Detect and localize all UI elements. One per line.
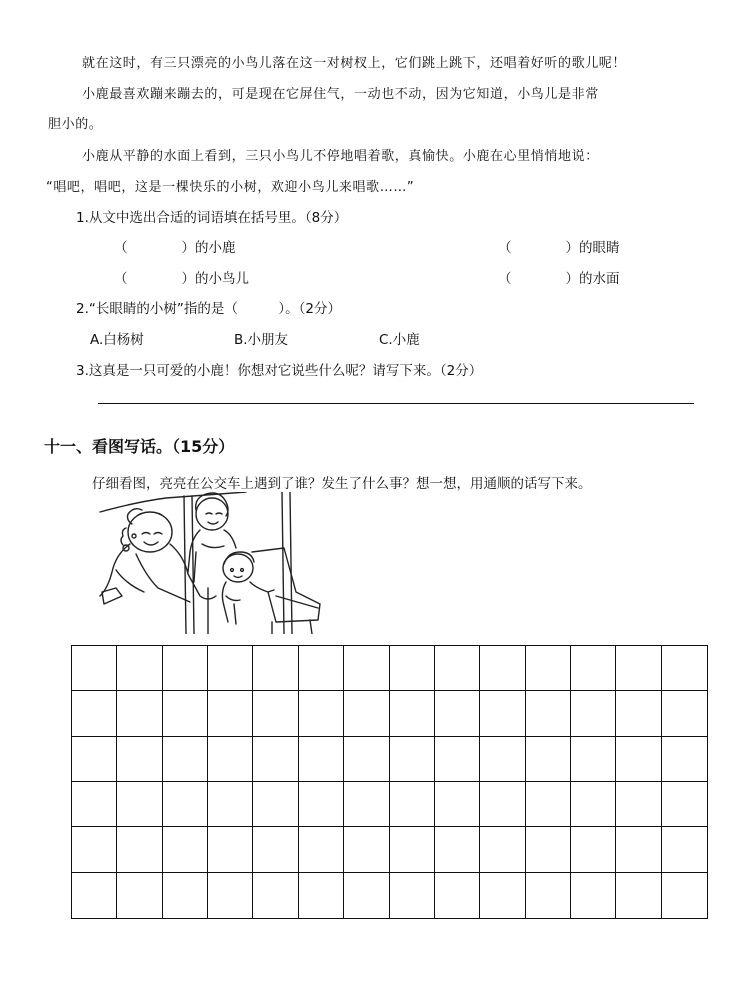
grid-cell[interactable] [390,691,435,736]
grid-cell[interactable] [435,737,480,782]
grid-cell[interactable] [72,737,117,782]
grid-cell[interactable] [616,691,661,736]
grid-cell[interactable] [435,646,480,691]
grid-cell[interactable] [662,873,707,918]
passage-paragraph-2-line-1: 小鹿最喜欢蹦来蹦去的，可是现在它屏住气，一动也不动，因为它知道，小鸟儿是非常 [82,87,599,102]
passage-paragraph-1: 就在这时，有三只漂亮的小鸟儿落在这一对树杈上，它们跳上跳下，还唱着好听的歌儿呢！ [82,56,627,71]
grid-cell[interactable] [163,737,208,782]
grid-cell[interactable] [208,646,253,691]
grid-cell[interactable] [344,827,389,872]
section-11-title: 十一、看图写话。（15分） [44,437,235,456]
grid-cell[interactable] [163,873,208,918]
grid-cell[interactable] [571,873,616,918]
grid-cell[interactable] [616,782,661,827]
grid-cell[interactable] [662,827,707,872]
grid-cell[interactable] [616,873,661,918]
grid-cell[interactable] [253,737,298,782]
grid-cell[interactable] [662,737,707,782]
grid-cell[interactable] [299,691,344,736]
grid-cell[interactable] [208,782,253,827]
grid-cell[interactable] [299,646,344,691]
grid-cell[interactable] [435,782,480,827]
question-2-option-a[interactable]: A.白杨树 [90,332,144,348]
grid-cell[interactable] [163,691,208,736]
window-pillar-right [282,492,284,634]
grid-cell[interactable] [344,646,389,691]
grid-cell[interactable] [117,827,162,872]
grid-cell[interactable] [616,737,661,782]
section-11-instruction: 仔细看图，亮亮在公交车上遇到了谁？发生了什么事？想一想，用通顺的话写下来。 [92,476,592,492]
passage-paragraph-2-line-2: 胆小的。 [48,117,103,132]
question-2-prompt: 2.“长眼睛的小树”指的是（ ）。（2分） [76,301,341,317]
grid-cell[interactable] [390,737,435,782]
question-1-blank-2[interactable]: （ ）的眼睛 [498,240,620,256]
grid-cell[interactable] [208,737,253,782]
passage-paragraph-3-line-2: “唱吧，唱吧，这是一棵快乐的小树，欢迎小鸟儿来唱歌……” [46,180,415,195]
grid-cell[interactable] [435,691,480,736]
grid-cell[interactable] [344,737,389,782]
grid-cell[interactable] [117,691,162,736]
grid-cell[interactable] [526,827,571,872]
question-1-prompt: 1.从文中选出合适的词语填在括号里。（8分） [76,210,348,226]
question-2-option-c[interactable]: C.小鹿 [379,332,420,348]
grid-cell[interactable] [253,691,298,736]
grid-cell[interactable] [208,873,253,918]
grid-cell[interactable] [72,646,117,691]
grid-cell[interactable] [571,827,616,872]
grid-cell[interactable] [117,873,162,918]
grid-cell[interactable] [526,737,571,782]
grid-cell[interactable] [344,691,389,736]
question-2-option-b[interactable]: B.小朋友 [234,332,289,348]
grid-cell[interactable] [480,646,525,691]
grid-cell[interactable] [253,873,298,918]
grid-cell[interactable] [163,782,208,827]
grid-cell[interactable] [480,737,525,782]
grid-cell[interactable] [72,782,117,827]
grid-cell[interactable] [571,691,616,736]
grid-cell[interactable] [435,827,480,872]
grid-cell[interactable] [72,827,117,872]
grid-cell[interactable] [72,873,117,918]
grid-cell[interactable] [299,737,344,782]
grid-cell[interactable] [435,873,480,918]
grid-cell[interactable] [480,873,525,918]
grid-cell[interactable] [616,646,661,691]
question-3-answer-line[interactable] [98,403,694,404]
grid-cell[interactable] [208,827,253,872]
grid-cell[interactable] [344,782,389,827]
grid-cell[interactable] [571,646,616,691]
grandma-figure [188,493,236,582]
grid-cell[interactable] [616,827,661,872]
grid-cell[interactable] [253,782,298,827]
grid-cell[interactable] [117,782,162,827]
grid-cell[interactable] [526,782,571,827]
grid-cell[interactable] [526,691,571,736]
grid-cell[interactable] [117,737,162,782]
grid-cell[interactable] [662,691,707,736]
grid-cell[interactable] [299,873,344,918]
grid-cell[interactable] [163,827,208,872]
grid-cell[interactable] [526,873,571,918]
grid-cell[interactable] [253,827,298,872]
child-figure [222,552,274,624]
grid-cell[interactable] [662,782,707,827]
grid-cell[interactable] [117,646,162,691]
passage-paragraph-3-line-1: 小鹿从平静的水面上看到，三只小鸟儿不停地唱着歌，真愉快。小鹿在心里悄悄地说： [82,149,599,164]
grid-cell[interactable] [72,691,117,736]
grid-cell[interactable] [662,646,707,691]
grid-cell[interactable] [571,737,616,782]
grid-cell[interactable] [390,873,435,918]
question-3-prompt: 3.这真是一只可爱的小鹿！你想对它说些什么呢？请写下来。（2分） [76,363,483,379]
window-frame-top [100,492,246,512]
grid-cell[interactable] [480,782,525,827]
question-1-blank-1[interactable]: （ ）的小鹿 [114,240,236,256]
grid-cell[interactable] [480,827,525,872]
grid-cell[interactable] [390,827,435,872]
grid-cell[interactable] [571,782,616,827]
grid-cell[interactable] [163,646,208,691]
grid-cell[interactable] [526,646,571,691]
grid-cell[interactable] [299,782,344,827]
grid-cell[interactable] [344,873,389,918]
question-1-blank-4[interactable]: （ ）的水面 [498,271,620,287]
grid-cell[interactable] [480,691,525,736]
question-1-blank-3[interactable]: （ ）的小鸟儿 [114,271,249,287]
bus-seat-scene-illustration [96,492,340,634]
grid-cell[interactable] [390,646,435,691]
grid-cell[interactable] [390,782,435,827]
grid-cell[interactable] [299,827,344,872]
grid-cell[interactable] [208,691,253,736]
writing-grid[interactable] [71,645,708,919]
grid-cell[interactable] [253,646,298,691]
